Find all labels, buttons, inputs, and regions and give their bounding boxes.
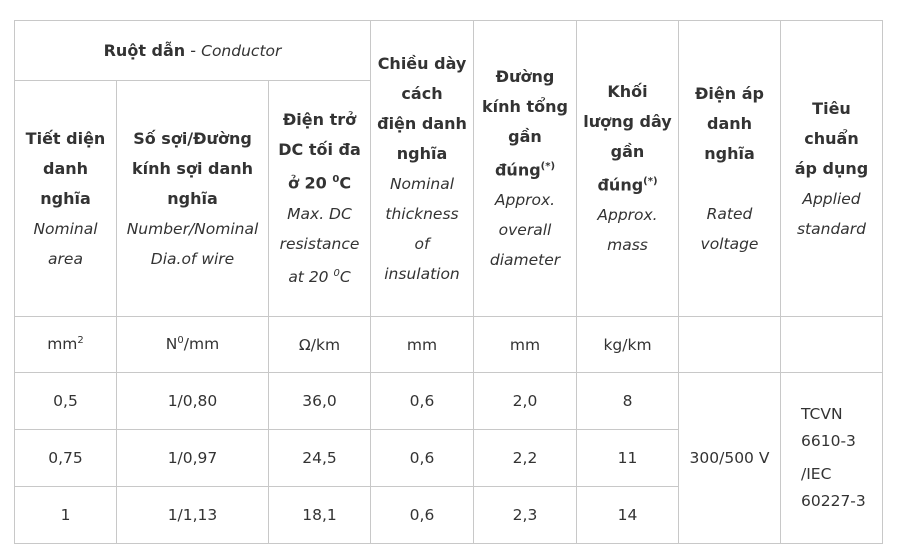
- h-vi: nghĩa: [704, 143, 755, 163]
- conductor-label-en: Conductor: [201, 42, 282, 60]
- h-vi: Điện áp: [695, 83, 764, 103]
- h-vi: lượng dây: [583, 111, 672, 131]
- cell: 24,5: [269, 430, 371, 487]
- h-vi: chuẩn: [804, 128, 859, 148]
- cell: 2,3: [474, 487, 577, 544]
- header-rated-voltage: [679, 21, 781, 317]
- h-vi: Đường: [495, 66, 555, 86]
- cell: 18,1: [269, 487, 371, 544]
- cell: 0,6: [371, 487, 474, 544]
- standard-line: /IEC: [801, 465, 832, 483]
- h-vi: điện danh: [377, 113, 467, 133]
- h-en: insulation: [384, 264, 460, 283]
- h-en: standard: [796, 219, 867, 238]
- header-nominal-area: [15, 81, 117, 317]
- h-vi: gần: [610, 141, 645, 161]
- h-en: thickness: [385, 204, 459, 223]
- h-vi: Chiều dày: [377, 53, 467, 73]
- unit-sup: 2: [77, 335, 84, 347]
- cell: 2,2: [474, 430, 577, 487]
- h-vi: Số sợi/Đường: [133, 128, 252, 148]
- header-approx-mass: [577, 21, 679, 317]
- h-en: Dia.of wire: [150, 249, 235, 268]
- h-en: Number/Nominal: [126, 219, 259, 238]
- h-vi: đúng: [494, 160, 541, 180]
- h-vi: cách: [401, 83, 443, 103]
- h-en: voltage: [700, 234, 759, 253]
- header-overall-diameter: [474, 21, 577, 317]
- h-en: C: [339, 267, 351, 286]
- h-vi: áp dụng: [794, 158, 869, 178]
- unit-cell: [117, 317, 269, 373]
- h-vi: DC tối đa: [278, 140, 361, 160]
- h-en: diameter: [489, 251, 561, 270]
- h-vi: gần: [508, 126, 542, 146]
- header-dc-resistance: [269, 81, 371, 317]
- header-insulation-thickness: [371, 21, 474, 317]
- h-en: of: [414, 234, 430, 253]
- cell: 0,5: [15, 373, 117, 430]
- unit-cell: Ω/km: [269, 317, 371, 373]
- cell: 1/0,97: [117, 430, 269, 487]
- header-wire-number-diameter: [117, 81, 269, 317]
- degree: 0: [332, 174, 340, 186]
- degree: 0: [333, 267, 340, 279]
- h-vi: nghĩa: [40, 188, 91, 208]
- h-en: Approx.: [597, 206, 658, 225]
- unit-cell: [679, 317, 781, 373]
- unit-sup: 0: [177, 335, 184, 347]
- cell: 2,0: [474, 373, 577, 430]
- unit: mm: [47, 335, 78, 354]
- standard-line: 60227-3: [801, 492, 866, 510]
- h-en: Approx.: [494, 191, 556, 210]
- unit-cell: [15, 317, 117, 373]
- h-vi: Tiêu: [812, 98, 851, 118]
- standard-line: TCVN: [801, 405, 843, 423]
- standard-cell: [781, 373, 883, 544]
- h-vi: kính sợi danh: [131, 158, 254, 178]
- conductor-label-vi: Ruột dẫn: [103, 41, 186, 60]
- unit-cell: mm: [371, 317, 474, 373]
- h-vi: Khối: [607, 81, 648, 101]
- cell: 11: [577, 430, 679, 487]
- h-vi: nghĩa: [167, 188, 218, 208]
- cell: 0,75: [15, 430, 117, 487]
- unit-cell: kg/km: [577, 317, 679, 373]
- h-en: Rated: [706, 204, 753, 223]
- cell: 36,0: [269, 373, 371, 430]
- rated-voltage-cell: 300/500 V: [679, 373, 781, 544]
- h-vi: đúng: [597, 175, 644, 195]
- h-en: overall: [498, 221, 552, 240]
- h-vi: Điện trở: [282, 110, 357, 130]
- conductor-group-header: [15, 21, 371, 81]
- table-row: [15, 373, 883, 430]
- cell: 1/1,13: [117, 487, 269, 544]
- h-vi: Tiết diện: [25, 128, 106, 148]
- h-vi: nghĩa: [396, 143, 448, 163]
- h-vi: kính tổng: [482, 96, 568, 116]
- unit-cell: mm: [474, 317, 577, 373]
- cell: 8: [577, 373, 679, 430]
- h-en: Nominal: [389, 174, 455, 193]
- cell: 1: [15, 487, 117, 544]
- unit: /mm: [183, 335, 220, 354]
- units-row: [15, 317, 883, 373]
- header-applied-standard: [781, 21, 883, 317]
- unit: N: [165, 335, 178, 354]
- cell: 0,6: [371, 430, 474, 487]
- h-en: Applied: [802, 189, 861, 208]
- h-vi: danh: [706, 113, 753, 133]
- h-en: Max. DC: [287, 204, 352, 223]
- cell: 14: [577, 487, 679, 544]
- h-en: area: [48, 249, 83, 268]
- cell: 0,6: [371, 373, 474, 430]
- h-vi: C: [339, 173, 352, 193]
- h-en: mass: [607, 236, 648, 255]
- footnote-mark: (*): [643, 175, 658, 187]
- h-en: resistance: [279, 234, 360, 253]
- footnote-mark: (*): [540, 160, 556, 172]
- unit-cell: [781, 317, 883, 373]
- h-vi: ở 20: [287, 173, 333, 193]
- h-en: Nominal: [33, 219, 98, 238]
- cable-spec-table: [14, 20, 883, 544]
- separator: -: [185, 41, 202, 60]
- h-vi: danh: [42, 158, 89, 178]
- cell: 1/0,80: [117, 373, 269, 430]
- h-en: at 20: [288, 267, 334, 286]
- standard-line: 6610-3: [801, 432, 856, 450]
